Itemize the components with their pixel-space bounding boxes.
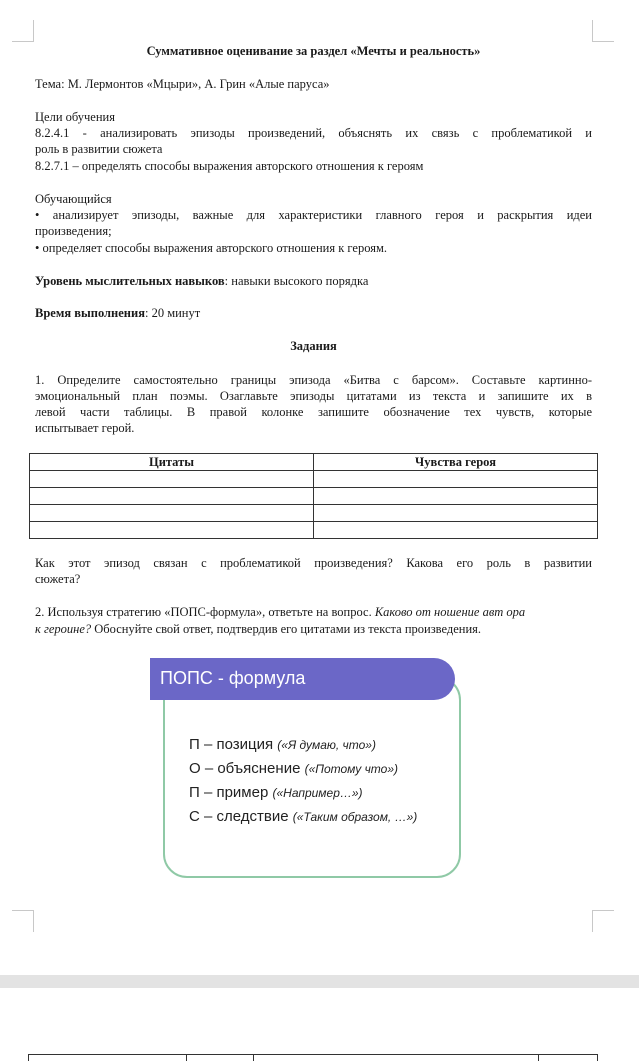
pops-item-example: П – пример («Например…»): [189, 784, 363, 801]
topic-line: [35, 76, 592, 93]
document-title: Суммативное оценивание за раздел «Мечты и реальность»: [146, 44, 481, 58]
task2-text: 2. Используя стратегию «ПОПС-формула», ответьте на вопрос.: [35, 605, 375, 619]
table-row: [30, 488, 598, 505]
table-cell[interactable]: [314, 471, 598, 488]
page-corner-mark-top-right: [592, 20, 614, 42]
task1-line-4: испытывает герой.: [35, 421, 135, 435]
task2-line-2: [35, 621, 592, 638]
goal-line-1: 8.2.4.1 - анализировать эпизоды произведений, объяснять их связь с проблематикой и: [35, 126, 592, 140]
table-cell[interactable]: [30, 471, 314, 488]
time-label: Время выполнения: [35, 306, 145, 320]
learner-line-1: • анализирует эпизоды, важные для характеристики главного героя и раскрытия идеи: [35, 208, 592, 222]
topic-label: Тема: [35, 77, 62, 91]
table-header-quotes: Цитаты: [30, 454, 314, 471]
table-cell[interactable]: [30, 505, 314, 522]
table-cell[interactable]: [30, 522, 314, 539]
table-cell[interactable]: [314, 488, 598, 505]
time-line: [35, 305, 592, 322]
goal-line-2: роль в развитии сюжета: [35, 142, 163, 156]
question-line-1: Как этот эпизод связан с проблематикой произведения? Какова его роль в развитии: [35, 556, 592, 570]
learner-line-2: произведения;: [35, 224, 112, 238]
goal-line-3: 8.2.7.1 – определять способы выражения авторского отношения к героям: [35, 159, 424, 173]
table-cell[interactable]: [314, 505, 598, 522]
pops-formula-title: ПОПС - формула: [150, 658, 455, 700]
pops-formula-items: [189, 733, 417, 829]
task2-question-italic: Каково от ношение авт ора: [374, 605, 526, 619]
task2-instruction: Обоснуйте свой ответ, подтвердив его цитатами из текста произведения.: [91, 622, 482, 636]
task1-line-2: эмоциональный план поэмы. Озаглавьте эпизоды цитатами из текста и запишите их в: [35, 389, 592, 403]
pops-item-explanation: О – объяснение («Потому что»): [189, 760, 399, 777]
skills-level-text: : навыки высокого порядка: [224, 274, 369, 288]
pops-item-position: П – позиция («Я думаю, что»): [189, 736, 376, 753]
learner-label: Обучающийся: [35, 192, 112, 206]
pops-item-consequence: С – следствие («Таким образом, …»): [189, 808, 418, 825]
page-corner-mark-top-left: [12, 20, 34, 42]
skills-level-line: [35, 273, 592, 290]
page-separator: [0, 975, 639, 988]
skills-level-label: Уровень мыслительных навыков: [35, 274, 225, 288]
topic-text: : М. Лермонтов «Мцыри», А. Грин «Алые паруса»: [61, 77, 330, 91]
next-page-table-edge: [28, 1054, 598, 1061]
goals-label: Цели обучения: [35, 110, 115, 124]
table-row: [30, 522, 598, 539]
table-header-row: [30, 454, 598, 471]
task2-question-italic-end: к героине?: [35, 622, 92, 636]
tasks-heading: Задания: [290, 339, 337, 353]
table-cell[interactable]: [30, 488, 314, 505]
task1-line-1: 1. Определите самостоятельно границы эпизода «Битва с барсом». Составьте картинно-: [35, 373, 592, 387]
task1-line-3: левой части таблицы. В правой колонке запишите обозначение тех чувств, которые: [35, 405, 592, 419]
pops-formula-card: [150, 658, 463, 880]
time-text: : 20 минут: [144, 306, 201, 320]
table-row: [30, 505, 598, 522]
table-header-feelings: Чувства героя: [314, 454, 598, 471]
page-corner-mark-bottom-left: [12, 910, 34, 932]
quotes-feelings-table: [29, 453, 598, 539]
table-row: [30, 471, 598, 488]
task2-line-1: [35, 604, 592, 621]
learner-line-3: • определяет способы выражения авторского отношения к героям.: [35, 241, 387, 255]
page-corner-mark-bottom-right: [592, 910, 614, 932]
table-cell[interactable]: [314, 522, 598, 539]
pops-formula-box: [163, 676, 461, 878]
question-line-2: сюжета?: [35, 572, 81, 586]
